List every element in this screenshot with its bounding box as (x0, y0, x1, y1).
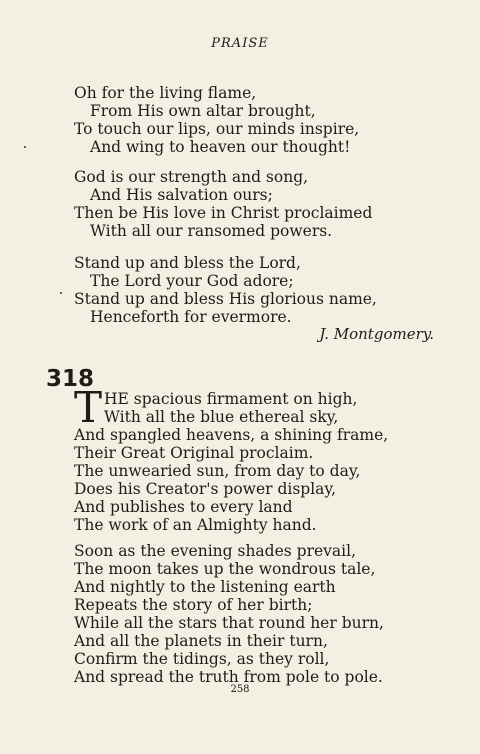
author-attribution: J. Montgomery. (319, 325, 434, 343)
verse-line: And His salvation ours; (90, 186, 273, 204)
verse-line: The Lord your God adore; (90, 272, 294, 290)
verse-line: Does his Creator's power display, (74, 480, 337, 498)
verse-line: And spread the truth from pole to pole. (74, 668, 383, 686)
verse-line: With all the blue ethereal sky, (104, 408, 339, 426)
stanza-3 (74, 254, 377, 326)
stanza-1 (74, 84, 359, 156)
page-header: PRAISE (211, 36, 269, 51)
verse-line: Stand up and bless the Lord, (74, 254, 301, 272)
verse-line: And spangled heavens, a shining frame, (74, 426, 389, 444)
verse-line: Then be His love in Christ proclaimed (74, 204, 373, 222)
verse-line: And all the planets in their turn, (74, 632, 328, 650)
verse-line: From His own altar brought, (90, 102, 316, 120)
page-number: 258 (230, 684, 250, 695)
verse-line: Confirm the tidings, as they roll, (74, 650, 330, 668)
verse-line: Repeats the story of her birth; (74, 596, 313, 614)
verse-line: And wing to heaven our thought! (90, 138, 351, 156)
hymn-stanza-2 (74, 542, 384, 686)
verse-line: The unwearied sun, from day to day, (74, 462, 361, 480)
hymn-number: 318 (46, 366, 95, 392)
hymn-stanza-1 (74, 383, 389, 534)
verse-line: The moon takes up the wondrous tale, (74, 560, 376, 578)
drop-cap: T (74, 383, 103, 432)
verse-line: With all our ransomed powers. (90, 222, 333, 240)
verse-line: And publishes to every land (74, 498, 293, 516)
verse-line: The work of an Almighty hand. (74, 516, 317, 534)
verse-line: Oh for the living flame, (74, 84, 257, 102)
ink-speck (60, 292, 62, 294)
verse-line: HE spacious firmament on high, (104, 390, 358, 408)
stanza-2 (74, 168, 372, 240)
verse-line: To touch our lips, our minds inspire, (74, 120, 360, 138)
verse-line: Soon as the evening shades prevail, (74, 542, 356, 560)
verse-line: Their Great Original proclaim. (74, 444, 314, 462)
verse-line: Stand up and bless His glorious name, (74, 290, 377, 308)
verse-line: While all the stars that round her burn, (74, 614, 384, 632)
verse-line: God is our strength and song, (74, 168, 309, 186)
ink-speck (24, 146, 26, 148)
verse-line: Henceforth for evermore. (90, 308, 292, 326)
verse-line: And nightly to the listening earth (74, 578, 336, 596)
